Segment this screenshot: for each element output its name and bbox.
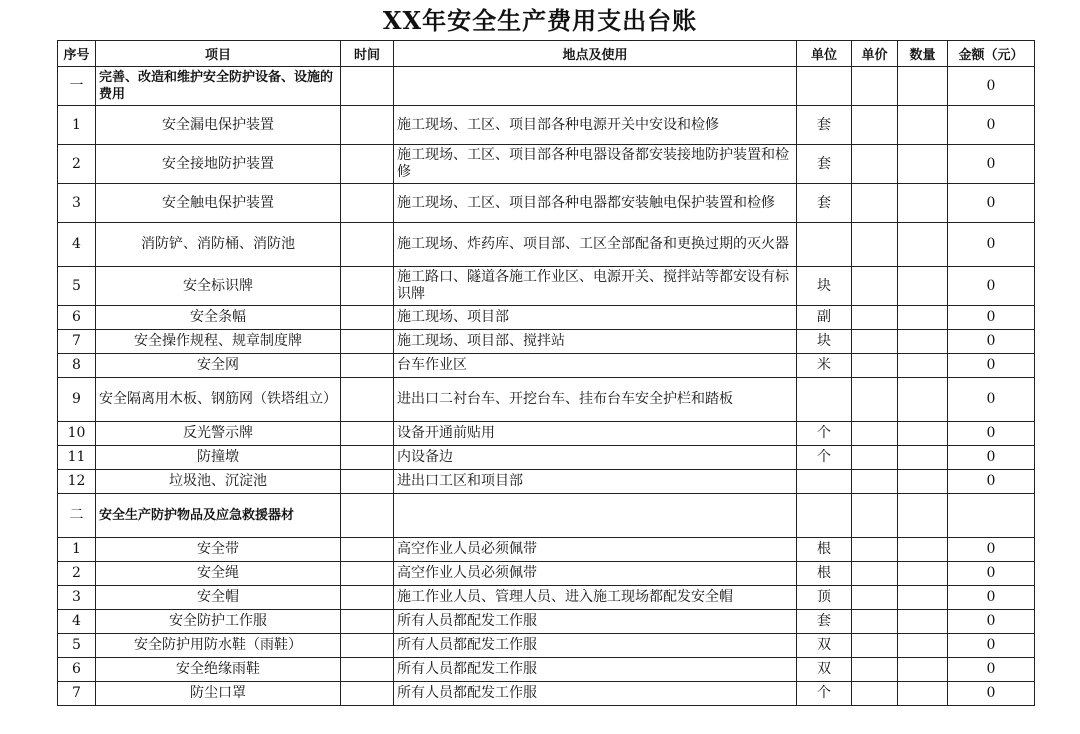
cell-use: 施工现场、项目部、搅拌站 [394, 330, 797, 354]
cell-item: 防尘口罩 [96, 682, 341, 706]
cell-time [341, 470, 394, 494]
table-row [58, 586, 1035, 610]
table-row [58, 145, 1035, 184]
cell-no: 5 [58, 634, 96, 658]
cell-item: 安全触电保护装置 [96, 184, 341, 223]
cell-no: 一 [58, 67, 96, 106]
cell-no: 3 [58, 586, 96, 610]
cell-price [852, 184, 898, 223]
cell-qty [898, 67, 948, 106]
header-use: 地点及使用 [394, 41, 797, 67]
cell-time [341, 586, 394, 610]
cell-qty [898, 634, 948, 658]
cell-price [852, 67, 898, 106]
header-unit: 单位 [797, 41, 852, 67]
header-price: 单价 [852, 41, 898, 67]
table-row [58, 306, 1035, 330]
cell-qty [898, 354, 948, 378]
cell-time [341, 562, 394, 586]
cell-qty [898, 330, 948, 354]
cell-use: 所有人员都配发工作服 [394, 610, 797, 634]
cell-amount: 0 [948, 682, 1035, 706]
cell-no: 8 [58, 354, 96, 378]
cell-price [852, 586, 898, 610]
ledger-body [58, 67, 1035, 706]
cell-unit: 米 [797, 354, 852, 378]
cell-no: 3 [58, 184, 96, 223]
cell-qty [898, 658, 948, 682]
cell-price [852, 634, 898, 658]
cell-price [852, 267, 898, 306]
cell-time [341, 106, 394, 145]
cell-no: 1 [58, 106, 96, 145]
cell-unit [797, 494, 852, 538]
cell-price [852, 446, 898, 470]
header-item: 项目 [96, 41, 341, 67]
cell-amount: 0 [948, 422, 1035, 446]
cell-unit: 双 [797, 658, 852, 682]
cell-qty [898, 682, 948, 706]
cell-qty [898, 223, 948, 267]
table-row [58, 446, 1035, 470]
cell-price [852, 682, 898, 706]
cell-no: 5 [58, 267, 96, 306]
cell-time [341, 223, 394, 267]
cell-use: 施工现场、炸药库、项目部、工区全部配备和更换过期的灭火器 [394, 223, 797, 267]
cell-qty [898, 184, 948, 223]
cell-unit [797, 470, 852, 494]
header-no: 序号 [58, 41, 96, 67]
table-row [58, 682, 1035, 706]
cell-time [341, 682, 394, 706]
cell-price [852, 223, 898, 267]
cell-amount: 0 [948, 562, 1035, 586]
cell-no: 12 [58, 470, 96, 494]
cell-item: 安全绳 [96, 562, 341, 586]
cell-qty [898, 562, 948, 586]
cell-item: 消防铲、消防桶、消防池 [96, 223, 341, 267]
cell-use: 施工作业人员、管理人员、进入施工现场都配发安全帽 [394, 586, 797, 610]
cell-use: 施工现场、项目部 [394, 306, 797, 330]
cell-amount: 0 [948, 470, 1035, 494]
cell-time [341, 446, 394, 470]
cell-use: 台车作业区 [394, 354, 797, 378]
cell-use [394, 494, 797, 538]
cell-no: 7 [58, 330, 96, 354]
cell-price [852, 470, 898, 494]
table-row [58, 354, 1035, 378]
cell-qty [898, 267, 948, 306]
cell-time [341, 184, 394, 223]
header-time: 时间 [341, 41, 394, 67]
cell-amount: 0 [948, 446, 1035, 470]
cell-time [341, 422, 394, 446]
table-row [58, 422, 1035, 446]
cell-unit: 块 [797, 267, 852, 306]
cell-use: 施工路口、隧道各施工作业区、电源开关、搅拌站等都安设有标识牌 [394, 267, 797, 306]
cell-amount: 0 [948, 145, 1035, 184]
cell-unit: 套 [797, 610, 852, 634]
cell-no: 2 [58, 562, 96, 586]
cell-amount: 0 [948, 538, 1035, 562]
cell-time [341, 538, 394, 562]
cell-unit [797, 67, 852, 106]
table-row [58, 184, 1035, 223]
cell-item: 安全防护工作服 [96, 610, 341, 634]
cell-no: 10 [58, 422, 96, 446]
cell-item: 安全防护用防水鞋（雨鞋） [96, 634, 341, 658]
header-amount: 金额（元） [948, 41, 1035, 67]
cell-unit: 双 [797, 634, 852, 658]
cell-amount: 0 [948, 106, 1035, 145]
cell-unit: 套 [797, 145, 852, 184]
cell-qty [898, 145, 948, 184]
cell-no: 9 [58, 378, 96, 422]
cell-price [852, 658, 898, 682]
cell-amount: 0 [948, 634, 1035, 658]
page-title: XX年安全生产费用支出台账 [382, 6, 698, 35]
cell-qty [898, 378, 948, 422]
cell-item: 安全标识牌 [96, 267, 341, 306]
cell-price [852, 378, 898, 422]
cell-amount: 0 [948, 378, 1035, 422]
table-row [58, 223, 1035, 267]
cell-price [852, 145, 898, 184]
expense-ledger-table [57, 40, 1035, 706]
cell-use: 所有人员都配发工作服 [394, 658, 797, 682]
cell-time [341, 378, 394, 422]
cell-amount: 0 [948, 354, 1035, 378]
cell-unit [797, 378, 852, 422]
cell-item: 防撞墩 [96, 446, 341, 470]
cell-item: 安全网 [96, 354, 341, 378]
cell-item: 安全操作规程、规章制度牌 [96, 330, 341, 354]
cell-unit: 套 [797, 106, 852, 145]
table-row [58, 378, 1035, 422]
cell-item: 安全隔离用木板、钢筋网（铁塔组立） [96, 378, 341, 422]
cell-unit: 块 [797, 330, 852, 354]
table-row [58, 562, 1035, 586]
table-row [58, 106, 1035, 145]
cell-amount: 0 [948, 223, 1035, 267]
table-row [58, 634, 1035, 658]
cell-amount: 0 [948, 610, 1035, 634]
cell-time [341, 145, 394, 184]
cell-time [341, 267, 394, 306]
cell-time [341, 354, 394, 378]
cell-qty [898, 470, 948, 494]
cell-item: 安全接地防护装置 [96, 145, 341, 184]
cell-item: 安全生产防护物品及应急救援器材 [96, 494, 341, 538]
table-row [58, 538, 1035, 562]
cell-use: 施工现场、工区、项目部各种电器都安装触电保护装置和检修 [394, 184, 797, 223]
cell-qty [898, 106, 948, 145]
cell-unit: 根 [797, 538, 852, 562]
section-row [58, 494, 1035, 538]
cell-item: 垃圾池、沉淀池 [96, 470, 341, 494]
cell-qty [898, 538, 948, 562]
cell-use: 进出口工区和项目部 [394, 470, 797, 494]
cell-time [341, 494, 394, 538]
cell-time [341, 67, 394, 106]
cell-price [852, 306, 898, 330]
cell-unit: 套 [797, 184, 852, 223]
cell-amount: 0 [948, 330, 1035, 354]
cell-price [852, 494, 898, 538]
cell-use: 内设备边 [394, 446, 797, 470]
cell-item: 安全条幅 [96, 306, 341, 330]
cell-amount: 0 [948, 586, 1035, 610]
cell-item: 安全漏电保护装置 [96, 106, 341, 145]
cell-item: 安全绝缘雨鞋 [96, 658, 341, 682]
cell-time [341, 330, 394, 354]
cell-amount: 0 [948, 306, 1035, 330]
cell-use: 施工现场、工区、项目部各种电器设备都安装接地防护装置和检修 [394, 145, 797, 184]
cell-amount: 0 [948, 267, 1035, 306]
header-qty: 数量 [898, 41, 948, 67]
cell-price [852, 106, 898, 145]
cell-use [394, 67, 797, 106]
cell-qty [898, 586, 948, 610]
cell-no: 1 [58, 538, 96, 562]
cell-unit: 个 [797, 682, 852, 706]
cell-unit: 根 [797, 562, 852, 586]
cell-amount: 0 [948, 67, 1035, 106]
cell-no: 6 [58, 658, 96, 682]
cell-no: 6 [58, 306, 96, 330]
cell-amount: 0 [948, 658, 1035, 682]
cell-price [852, 422, 898, 446]
cell-item: 安全带 [96, 538, 341, 562]
cell-time [341, 610, 394, 634]
cell-price [852, 354, 898, 378]
cell-use: 设备开通前贴用 [394, 422, 797, 446]
cell-unit [797, 223, 852, 267]
cell-use: 施工现场、工区、项目部各种电源开关中安设和检修 [394, 106, 797, 145]
cell-unit: 顶 [797, 586, 852, 610]
cell-unit: 个 [797, 446, 852, 470]
cell-price [852, 538, 898, 562]
cell-use: 所有人员都配发工作服 [394, 634, 797, 658]
cell-use: 高空作业人员必须佩带 [394, 562, 797, 586]
cell-item: 反光警示牌 [96, 422, 341, 446]
cell-no: 2 [58, 145, 96, 184]
cell-price [852, 562, 898, 586]
cell-amount: 0 [948, 184, 1035, 223]
cell-use: 高空作业人员必须佩带 [394, 538, 797, 562]
table-row [58, 267, 1035, 306]
cell-qty [898, 446, 948, 470]
cell-qty [898, 422, 948, 446]
cell-amount [948, 494, 1035, 538]
cell-no: 二 [58, 494, 96, 538]
section-row [58, 67, 1035, 106]
cell-no: 4 [58, 610, 96, 634]
cell-time [341, 306, 394, 330]
cell-item: 完善、改造和维护安全防护设备、设施的费用 [96, 67, 341, 106]
table-row [58, 658, 1035, 682]
cell-use: 所有人员都配发工作服 [394, 682, 797, 706]
cell-unit: 个 [797, 422, 852, 446]
cell-price [852, 330, 898, 354]
cell-unit: 副 [797, 306, 852, 330]
cell-qty [898, 306, 948, 330]
cell-use: 进出口二衬台车、开挖台车、挂布台车安全护栏和踏板 [394, 378, 797, 422]
cell-no: 4 [58, 223, 96, 267]
cell-no: 11 [58, 446, 96, 470]
table-row [58, 330, 1035, 354]
cell-no: 7 [58, 682, 96, 706]
table-row [58, 470, 1035, 494]
header-row [58, 41, 1035, 67]
table-row [58, 610, 1035, 634]
cell-qty [898, 610, 948, 634]
cell-time [341, 634, 394, 658]
cell-item: 安全帽 [96, 586, 341, 610]
cell-qty [898, 494, 948, 538]
cell-time [341, 658, 394, 682]
cell-price [852, 610, 898, 634]
